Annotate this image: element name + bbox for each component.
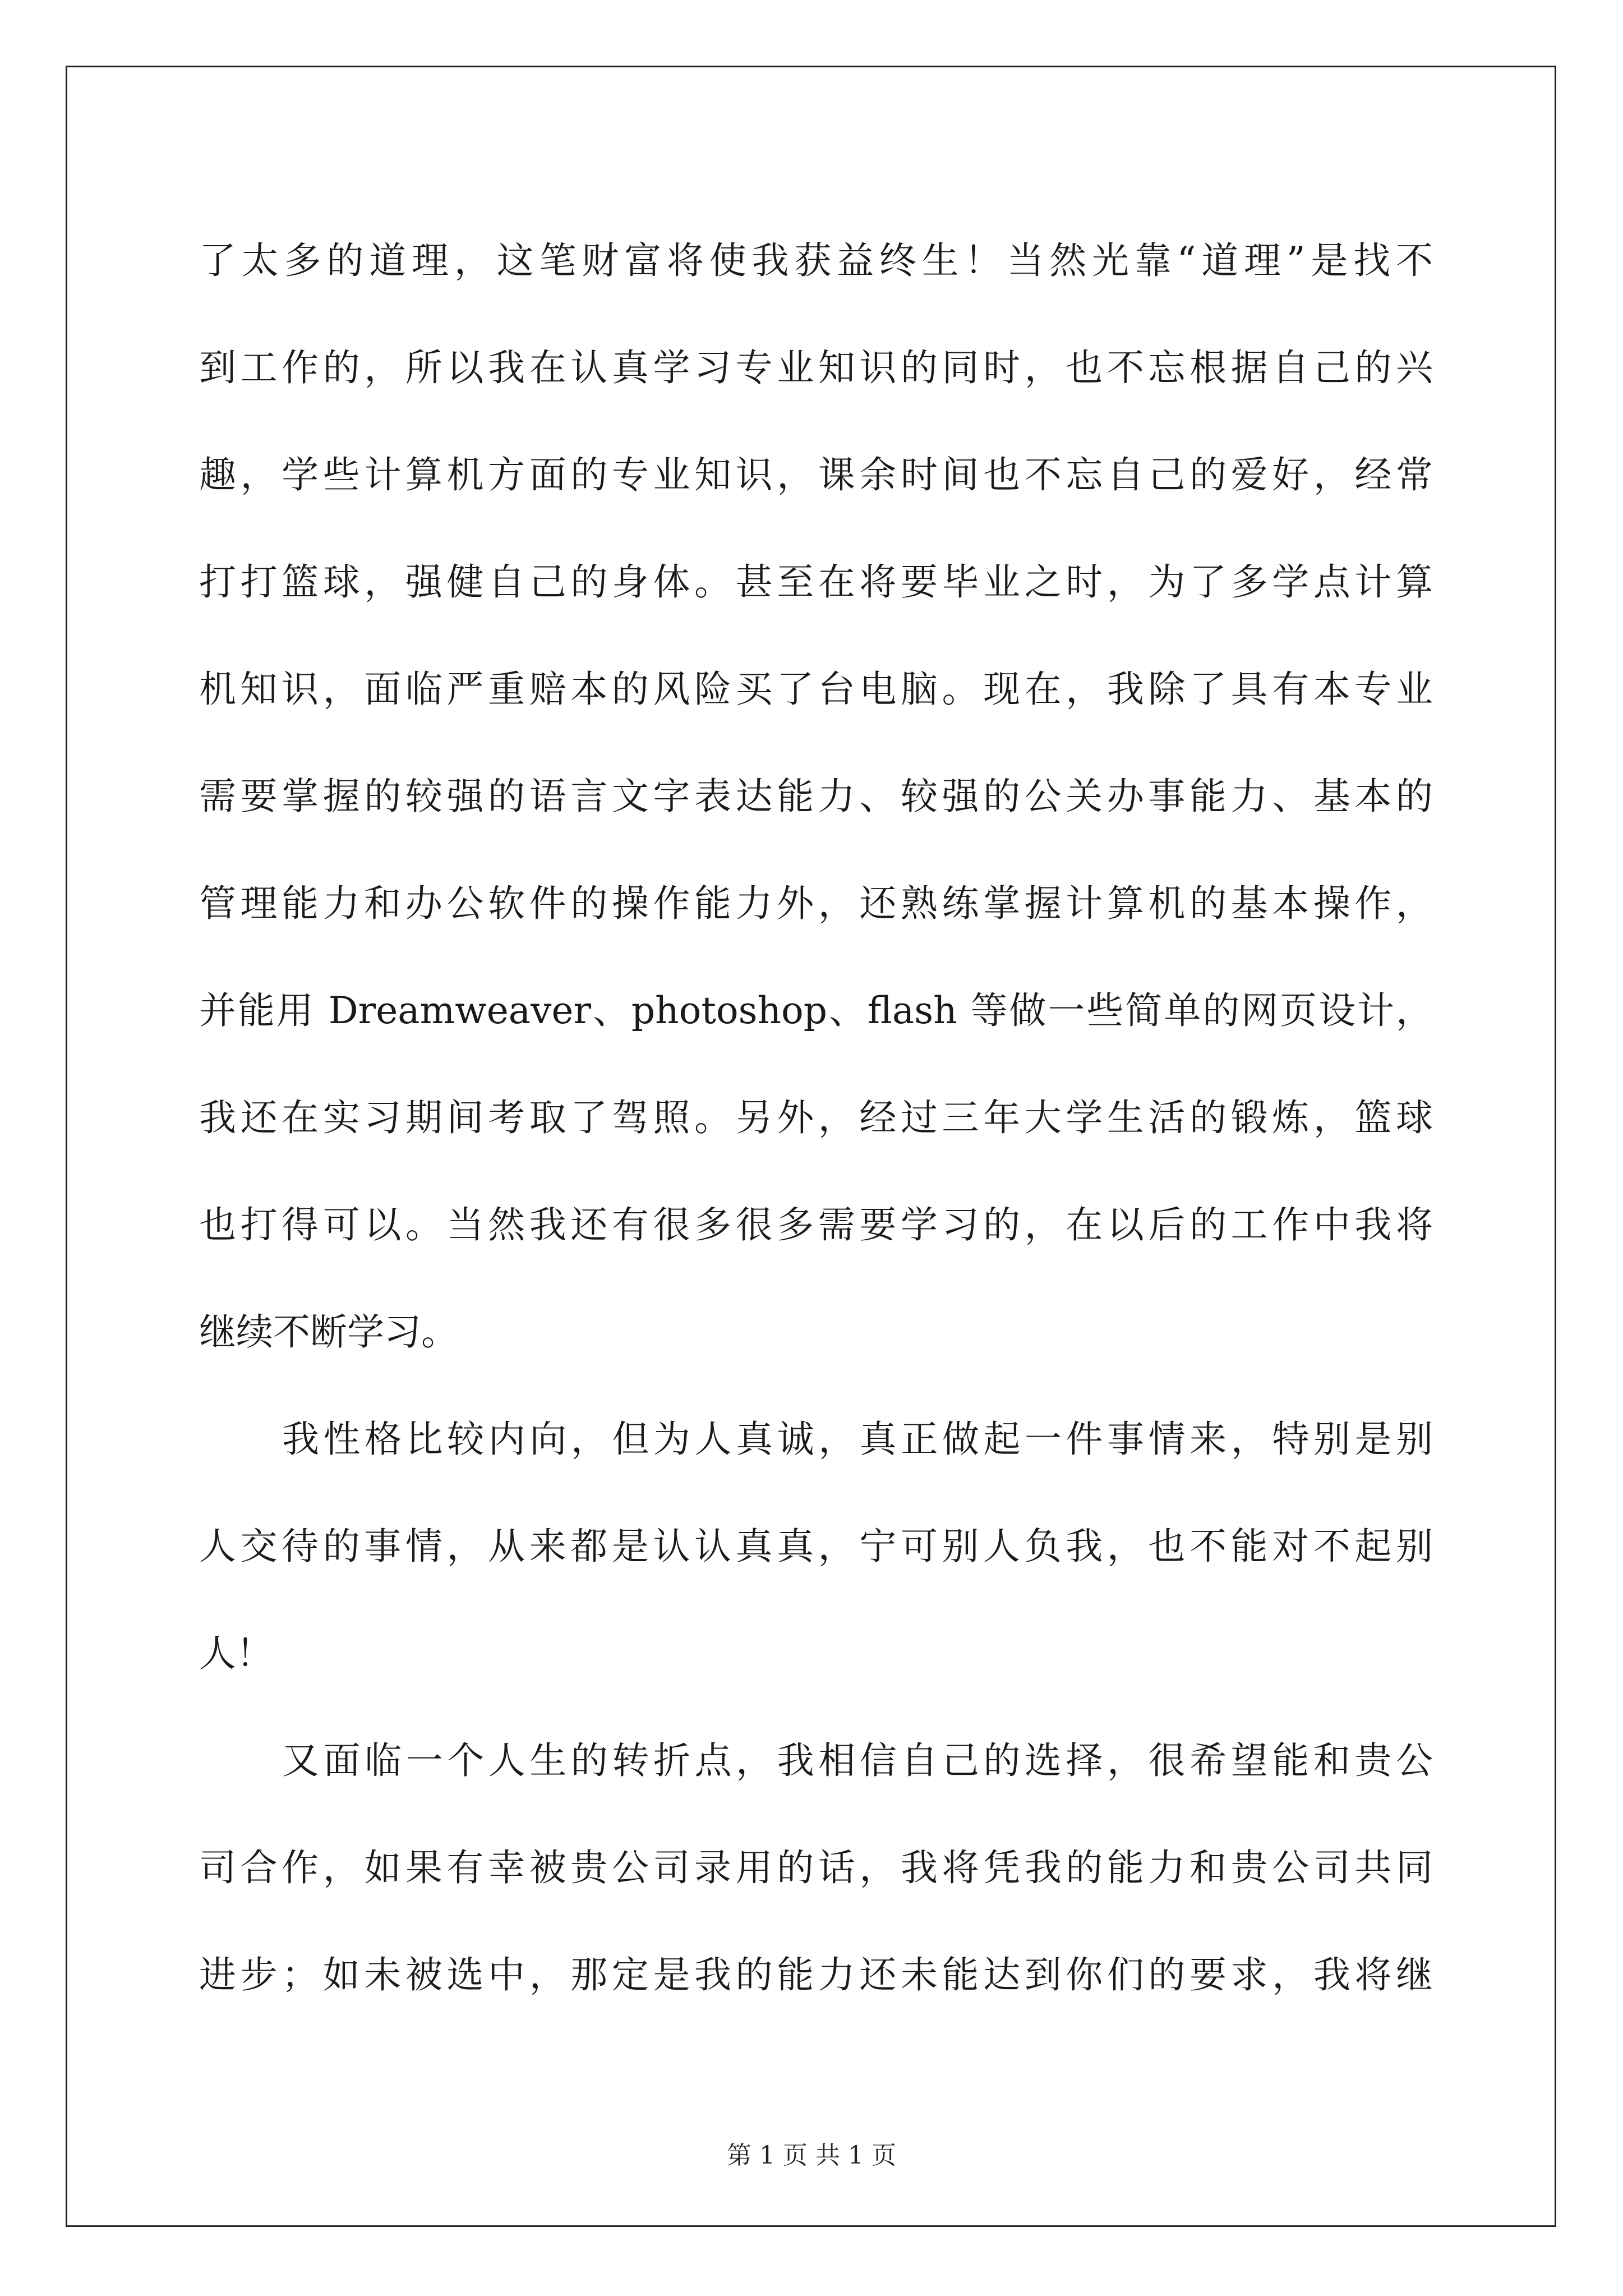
text-line: 我性格比较内向，但为人真诚，真正做起一件事情来，特别是别 (282, 1418, 1433, 1461)
text-line: 司合作，如果有幸被贵公司录用的话，我将凭我的能力和贵公司共同 (199, 1846, 1433, 1889)
text-line: 到工作的，所以我在认真学习专业知识的同时，也不忘根据自己的兴 (199, 346, 1433, 389)
text-line: 继续不断学习。 (199, 1310, 458, 1354)
text-line: 并能用 Dreamweaver、photoshop、flash 等做一些简单的网页设计， (199, 989, 1433, 1032)
text-line: 人交待的事情，从来都是认认真真，宁可别人负我，也不能对不起别 (199, 1525, 1433, 1568)
text-line: 趣，学些计算机方面的专业知识，课余时间也不忘自己的爱好，经常 (199, 453, 1433, 496)
text-line: 管理能力和办公软件的操作能力外，还熟练掌握计算机的基本操作， (199, 882, 1433, 925)
page-number: 第 1 页 共 1 页 (727, 2141, 896, 2170)
text-line: 人！ (199, 1632, 273, 1675)
text-line: 我还在实习期间考取了驾照。另外，经过三年大学生活的锻炼，篮球 (199, 1096, 1433, 1139)
text-line: 进步；如未被选中，那定是我的能力还未能达到你们的要求，我将继 (199, 1953, 1433, 1996)
page-footer (0, 2135, 1623, 2171)
text-line: 了太多的道理，这笔财富将使我获益终生！当然光靠“道理”是找不 (199, 239, 1433, 282)
document-body (199, 207, 1433, 2028)
text-line: 又面临一个人生的转折点，我相信自己的选择，很希望能和贵公 (282, 1739, 1433, 1782)
text-line: 机知识，面临严重赔本的风险买了台电脑。现在，我除了具有本专业 (199, 668, 1433, 711)
text-line: 也打得可以。当然我还有很多很多需要学习的，在以后的工作中我将 (199, 1203, 1433, 1246)
text-line: 需要掌握的较强的语言文字表达能力、较强的公关办事能力、基本的 (199, 775, 1433, 818)
text-line: 打打篮球，强健自己的身体。甚至在将要毕业之时，为了多学点计算 (199, 560, 1433, 604)
